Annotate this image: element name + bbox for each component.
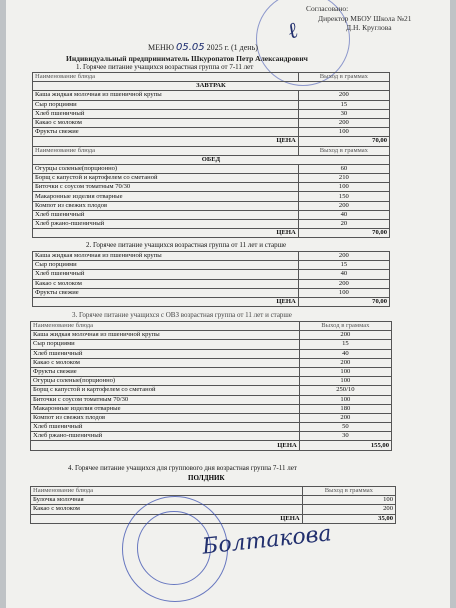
table-row: Макаронные изделия отварные [33,192,299,201]
table-row: Компот из свежих плодов [31,413,300,422]
menu-date: 05.05 [176,42,205,53]
yield-cell: 40 [298,270,389,279]
table-row: Борщ с капустой и картофелем со сметаной [31,386,300,395]
table-row: Какао с молоком [33,279,299,288]
section-4-title: 4. Горячее питание учащихся для группового дня возрастная группа 7-11 лет [68,464,297,472]
price-label: ЦЕНА [33,229,299,238]
table-row: Хлеб пшеничный [33,210,299,219]
yield-cell: 100 [299,367,391,376]
lunch-label: ОБЕД [33,155,390,164]
yield-cell: 100 [298,128,389,137]
yield-cell: 20 [298,220,389,229]
organization-name: Индивидуальный предприниматель Шкуропатов Петр Александрович [66,54,308,63]
col-dish: Наименование блюда [33,146,299,155]
table-row: Какао с молоком [31,358,300,367]
price-value: 35,00 [302,514,395,523]
yield-cell: 250/10 [299,386,391,395]
yield-cell: 50 [299,423,391,432]
yield-cell: 200 [299,358,391,367]
section-2-title: 2. Горячее питание учащихся возрастная группа от 11 лет и старше [86,241,287,249]
table-row: Хлеб пшеничный [31,349,300,358]
table-row: Фрукты свежие [33,288,299,297]
table-row: Хлеб пшеничный [33,109,299,118]
approval-name: Д.Н. Круглова [346,23,392,32]
snack-label: ПОЛДНИК [188,474,225,482]
table-row: Хлеб пшеничный [33,270,299,279]
table-row: Какао с молоком [33,118,299,127]
price-value: 155,00 [299,441,391,450]
yield-cell: 200 [299,413,391,422]
col-dish: Наименование блюда [33,73,299,82]
yield-cell: 200 [298,118,389,127]
menu-document [6,0,450,608]
yield-cell: 15 [298,100,389,109]
table-row: Каша жидкая молочная из пшеничной крупы [31,331,300,340]
yield-cell: 30 [298,109,389,118]
table-row: Каша жидкая молочная из пшеничной крупы [33,252,299,261]
col-yield: Выход в граммах [298,73,389,82]
table-row: Макаронные изделия отварные [31,404,300,413]
table-age-7-11 [32,72,390,238]
yield-cell: 100 [299,377,391,386]
table-row: Сыр порциями [31,340,300,349]
yield-cell: 40 [299,349,391,358]
table-age-11-plus [32,251,390,307]
yield-cell: 40 [298,210,389,219]
approval-title: Согласовано: [306,4,349,13]
table-row: Хлеб пшеничный [31,423,300,432]
price-value: 70,00 [298,297,389,306]
col-dish: Наименование блюда [31,487,303,496]
yield-cell: 100 [298,183,389,192]
yield-cell: 200 [298,201,389,210]
yield-cell: 100 [298,288,389,297]
section-3-title: 3. Горячее питание учащихся с ОВЗ возрастная группа от 11 лет и старше [72,311,292,319]
table-row: Хлеб ржано-пшеничный [33,220,299,229]
col-yield: Выход в граммах [298,146,389,155]
approval-position: Директор МБОУ Школа №21 [318,13,412,23]
table-ovz [30,321,392,451]
table-row: Биточки с соусом томатным 70/30 [33,183,299,192]
yield-cell: 100 [302,496,395,505]
col-yield: Выход в граммах [299,322,391,331]
table-row: Компот из свежих плодов [33,201,299,210]
yield-cell: 200 [298,252,389,261]
approval-block [306,4,412,33]
yield-cell: 60 [298,164,389,173]
section-1-title: 1. Горячее питание учащихся возрастная группа от 7-11 лет [76,63,254,71]
yield-cell: 150 [298,192,389,201]
col-dish: Наименование блюда [31,322,300,331]
table-row: Хлеб ржано-пшеничный [31,432,300,441]
yield-cell: 30 [299,432,391,441]
price-label: ЦЕНА [31,514,303,523]
table-row: Сыр порциями [33,261,299,270]
yield-cell: 210 [298,174,389,183]
yield-cell: 15 [299,340,391,349]
menu-prefix: МЕНЮ [148,43,174,52]
price-value: 70,00 [298,229,389,238]
menu-heading [148,42,258,53]
price-value: 70,00 [298,137,389,146]
table-row: Борщ с капустой и картофелем со сметаной [33,174,299,183]
table-row: Каша жидкая молочная из пшеничной крупы [33,91,299,100]
price-label: ЦЕНА [31,441,300,450]
director-signature-mark: ℓ [284,18,302,45]
col-yield: Выход в граммах [302,487,395,496]
table-row: Какао с молоком [31,505,303,514]
yield-cell: 200 [302,505,395,514]
menu-suffix: 2025 г. (1 день) [206,43,258,52]
yield-cell: 180 [299,404,391,413]
yield-cell: 200 [298,279,389,288]
yield-cell: 100 [299,395,391,404]
table-row: Булочка молочная [31,496,303,505]
yield-cell: 200 [298,91,389,100]
table-row: Сыр порциями [33,100,299,109]
price-label: ЦЕНА [33,137,299,146]
breakfast-label: ЗАВТРАК [33,82,390,91]
table-row: Фрукты свежие [33,128,299,137]
yield-cell: 200 [299,331,391,340]
table-row: Биточки с соусом томатным 70/30 [31,395,300,404]
table-row: Огурцы соленые(порционно) [33,164,299,173]
yield-cell: 15 [298,261,389,270]
table-row: Огурцы соленые(порционно) [31,377,300,386]
price-label: ЦЕНА [33,297,299,306]
table-row: Фрукты свежие [31,367,300,376]
signature: Болтакова [201,521,333,560]
